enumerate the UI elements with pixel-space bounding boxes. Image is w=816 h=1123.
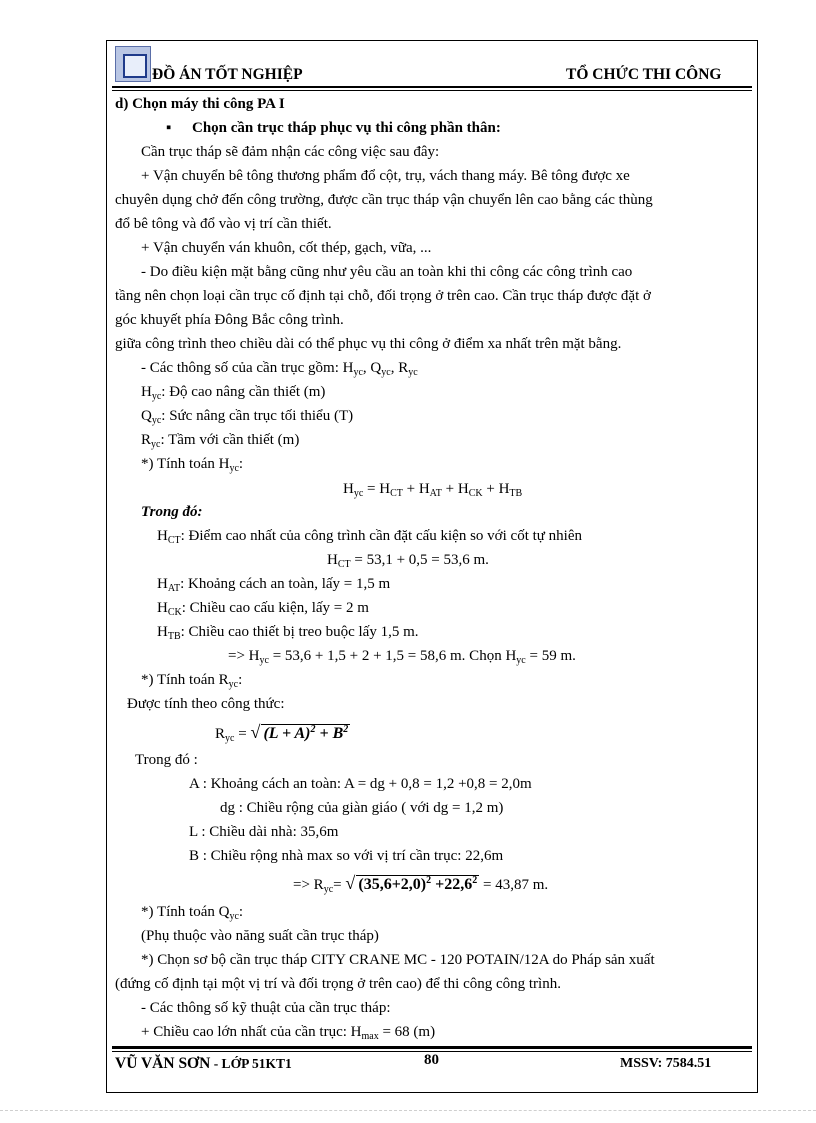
def-qyc: $Q_{yc}$: Sức nâng cần trục tối thiểu (T) [141, 408, 354, 426]
text-line: *) Chọn sơ bộ cần trục tháp CITY CRANE MC - 120 POTAIN/12A do Pháp sản xuất [141, 952, 655, 968]
equation-ryc: $R_{yc}$ = √ $(L + A)^2 + B^2$ [215, 722, 349, 744]
page-frame-left [106, 40, 107, 1092]
page-number: 80 [424, 1052, 439, 1068]
calc-ryc-heading: *) Tính toán $R_{yc}$: [141, 672, 243, 690]
text-line: - Các thông số kỹ thuật của cần trục tháp: [141, 1000, 391, 1016]
text-line: + Vận chuyển ván khuôn, cốt thép, gạch, vữa, ... [141, 240, 432, 256]
text-line: Được tính theo công thức: [127, 696, 285, 712]
def-b: B : Chiều rộng nhà max so với vị trí cần trục: 22,6m [189, 848, 504, 864]
sqrt-symbol: √ $(L + A)^2 + B^2$ [250, 722, 349, 742]
def-hyc: $H_{yc}$: Độ cao nâng cần thiết (m) [141, 384, 326, 402]
def-dg: dg : Chiều rộng của giàn giáo ( với dg = 1,2 m) [220, 800, 504, 816]
footer-rule [112, 1046, 752, 1049]
bullet-icon: ▪ [166, 120, 172, 136]
equation-hyc: $H_{yc} = H_{CT} + H_{AT} + H_{CK} + H_{TB}$ [343, 481, 523, 499]
section-heading: d) Chọn máy thi công PA I [115, 96, 285, 112]
def-a: A : Khoảng cách an toàn: A = dg + 0,8 = 1,2 +0,8 = 2,0m [189, 776, 532, 792]
def-hck: $H_{CK}$: Chiều cao cấu kiện, lấy = 2 m [157, 600, 369, 618]
text-line: đổ bê tông và đổ vào vị trí cần thiết. [115, 216, 332, 232]
header-left-title: ĐỒ ÁN TỐT NGHIỆP [152, 66, 303, 83]
text-line: Cần trục tháp sẽ đảm nhận các công việc sau đây: [141, 144, 440, 160]
text-line: tầng nên chọn loại cần trục cố định tại chỗ, đối trọng ở trên cao. Cần trục tháp được đặt ở [115, 288, 651, 304]
where-label-2: Trong đó : [135, 752, 198, 768]
footer-student-id: MSSV: 7584.51 [620, 1056, 712, 1071]
subsection-heading: Chọn cần trục tháp phục vụ thi công phần thân: [192, 120, 501, 136]
text-line: (đứng cố định tại một vị trí và đối trọng ở trên cao) để thi công công trình. [115, 976, 561, 992]
text-line: góc khuyết phía Đông Bắc công trình. [115, 312, 344, 328]
calc-hyc-heading: *) Tính toán $H_{yc}$: [141, 456, 244, 474]
text-line: - Do điều kiện mặt bằng cũng như yêu cầu an toàn khi thi công các công trình cao [141, 264, 633, 280]
def-htb: $H_{TB}$: Chiều cao thiết bị treo buộc lấy 1,5 m. [157, 624, 419, 642]
result-hyc: => $H_{yc} = 53,6 + 1,5 + 2 + 1,5 = 58,6$ m. Chọn $H_{yc} = 59$ m. [228, 648, 576, 666]
def-hct: $H_{CT}$: Điểm cao nhất của công trình cần đặt cấu kiện so với cốt tự nhiên [157, 528, 582, 546]
header-rule-thin [112, 90, 752, 91]
def-hat: $H_{AT}$: Khoảng cách an toàn, lấy = 1,5 m [157, 576, 391, 594]
page-edge [0, 1110, 816, 1111]
text-line: + Vận chuyển bê tông thương phẩm đổ cột, trụ, vách thang máy. Bê tông được xe [141, 168, 630, 184]
page-frame-right [757, 40, 758, 1092]
text-line: (Phụ thuộc vào năng suất cần trục tháp) [141, 928, 379, 944]
where-label: Trong đó: [141, 504, 203, 520]
sqrt-symbol: √ $(35,6+2,0)^2 +22,6^2$ [345, 873, 478, 893]
parameters-line: - Các thông số của cần trục gồm: $H_{yc}$, $Q_{yc}$, $R_{yc}$ [141, 360, 418, 378]
def-ryc: $R_{yc}$: Tầm với cần thiết (m) [141, 432, 300, 450]
header-rule [112, 86, 752, 88]
result-ryc: => $R_{yc}=$ √ $(35,6+2,0)^2 +22,6^2 = 43,87$ m. [293, 873, 549, 895]
max-height-line: + Chiều cao lớn nhất của cần trục: $H_{max} = 68$ (m) [141, 1024, 436, 1042]
university-logo-icon [115, 46, 151, 82]
def-l: L : Chiều dài nhà: 35,6m [189, 824, 339, 840]
text-line: chuyên dụng chở đến công trường, được cần trục tháp vận chuyển lên cao bằng các thùng [115, 192, 653, 208]
page-frame-bottom [106, 1092, 758, 1093]
value-hct: $H_{CT} = 53,1 + 0,5 = 53,6$ m. [327, 552, 489, 570]
text-line: giữa công trình theo chiều dài có thể phục vụ thi công ở điểm xa nhất trên mặt bằng. [115, 336, 622, 352]
page-frame-top [106, 40, 758, 41]
calc-qyc-heading: *) Tính toán $Q_{yc}$: [141, 904, 244, 922]
header-right-title: TỔ CHỨC THI CÔNG [566, 66, 722, 83]
footer-author: VŨ VĂN SƠN - LỚP 51KT1 [115, 1055, 292, 1072]
